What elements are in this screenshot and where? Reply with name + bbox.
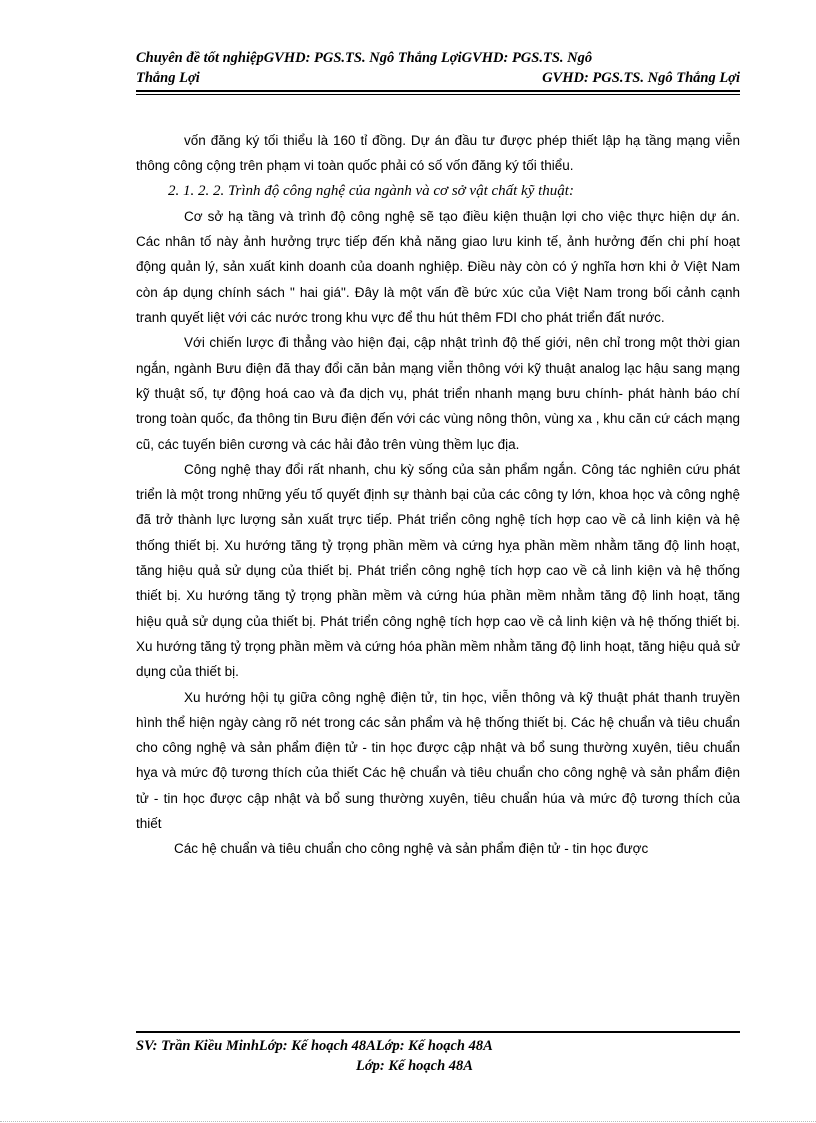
- paragraph-4: Công nghệ thay đổi rất nhanh, chu kỳ sống của sản phẩm ngắn. Công tác nghiên cứu phát triển là một trong những yếu tố quyết định sự thành bại của các công ty lớn, khoa học và công nghệ đã trở thành lực lượng sản xuất trực tiếp. Phát triển công nghệ tích hợp cao về cả linh kiện và hệ thống thiết bị. Xu hướng tăng tỷ trọng phần mềm và cứng hỵa phần mềm nhằm tăng độ linh hoạt, tăng hiệu quả sử dụng của thiết bị. Phát triển công nghệ tích hợp cao về cả linh kiện và hệ thống thiết bị. Xu hướng tăng tỷ trọng phần mềm và cứng húa phần mềm nhằm tăng độ linh hoạt, tăng hiệu quả sử dụng của thiết bị. Phát triển công nghệ tích hợp cao về cả linh kiện và hệ thống thiết bị. Xu hướng tăng tỷ trọng phần mềm và cứng hóa phần mềm nhằm tăng độ linh hoạt, tăng hiệu quả sử dụng của thiết bị.: [136, 461, 740, 680]
- section-heading: 2. 1. 2. 2. Trình độ công nghệ của ngành và cơ sở vật chất kỹ thuật:: [168, 182, 574, 199]
- page-footer: [136, 1036, 740, 1076]
- header-text-2-left: Thắng Lợi: [136, 70, 200, 86]
- footer-line-2: Lớp: Kế hoạch 48A: [356, 1058, 473, 1074]
- header-text-1: Chuyên đề tốt nghiệpGVHD: PGS.TS. Ngô Thắng LợiGVHD: PGS.TS. Ngô: [136, 50, 593, 66]
- paragraph-2: Cơ sở hạ tầng và trình độ công nghệ sẽ tạo điều kiện thuận lợi cho việc thực hiện dự án. Các nhân tố này ảnh hưởng trực tiếp đến khả năng giao lưu kinh tế, ảnh hưởng đến chi phí hoạt động quản lý, sản xuất kinh doanh của doanh nghiệp. Điều này còn có ý nghĩa hơn khi ở Việt Nam còn áp dụng chính sách " hai giá". Đây là một vấn đề bức xúc của Việt Nam trong bối cảnh cạnh tranh quyết liệt với các nước trong khu vực để thu hút thêm FDI cho phát triển đất nước.: [136, 208, 740, 326]
- header-rule-thick: [136, 90, 740, 92]
- footer-line-1: SV: Trần Kiều MinhLớp: Kế hoạch 48ALớp: Kế hoạch 48A: [136, 1038, 493, 1054]
- page-header: [136, 48, 740, 88]
- header-text-2-right: GVHD: PGS.TS. Ngô Thắng Lợi: [542, 70, 740, 86]
- header-line-2: [136, 68, 740, 88]
- paragraph-1: vốn đăng ký tối thiểu là 160 tỉ đồng. Dự án đầu tư được phép thiết lập hạ tầng mạng viễn thông công cộng trên phạm vi toàn quốc phải có số vốn đăng ký tối thiểu.: [136, 133, 740, 174]
- paragraph-5: Xu hướng hội tụ giữa công nghệ điện tử, tin học, viễn thông và kỹ thuật phát thanh truyền hình thể hiện ngày càng rõ nét trong các sản phẩm và hệ thống thiết bị. Các hệ chuẩn và tiêu chuẩn cho công nghệ và sản phẩm điện tử - tin học được cập nhật và bổ sung thường xuyên, tiêu chuẩn hỵa và mức độ tương thích của thiết Các hệ chuẩn và tiêu chuẩn cho công nghệ và sản phẩm điện tử - tin học được cập nhật và bổ sung thường xuyên, tiêu chuẩn húa và mức độ tương thích của thiết: [136, 689, 740, 832]
- header-rule-thin: [136, 94, 740, 95]
- page-edge-divider: [0, 1121, 816, 1122]
- document-body: [136, 128, 740, 862]
- paragraph-3: Với chiến lược đi thẳng vào hiện đại, cập nhật trình độ thế giới, nên chỉ trong một thời gian ngắn, ngành Bưu điện đã thay đổi căn bản mạng viễn thông với kỹ thuật analog lạc hậu sang mạng kỹ thuật số, tự động hoá cao và đa dịch vụ, phát triển nhanh mạng bưu chính- phát hành báo chí trong toàn quốc, đa thông tin Bưu điện đến với các vùng nông thôn, vùng xa , khu căn cứ cách mạng cũ, các tuyến biên cương và các hải đảo trên vùng thềm lục địa.: [136, 335, 740, 452]
- paragraph-6: Các hệ chuẩn và tiêu chuẩn cho công nghệ và sản phẩm điện tử - tin học được: [174, 841, 649, 857]
- footer-rule: [136, 1031, 740, 1033]
- header-line-1: [136, 48, 740, 68]
